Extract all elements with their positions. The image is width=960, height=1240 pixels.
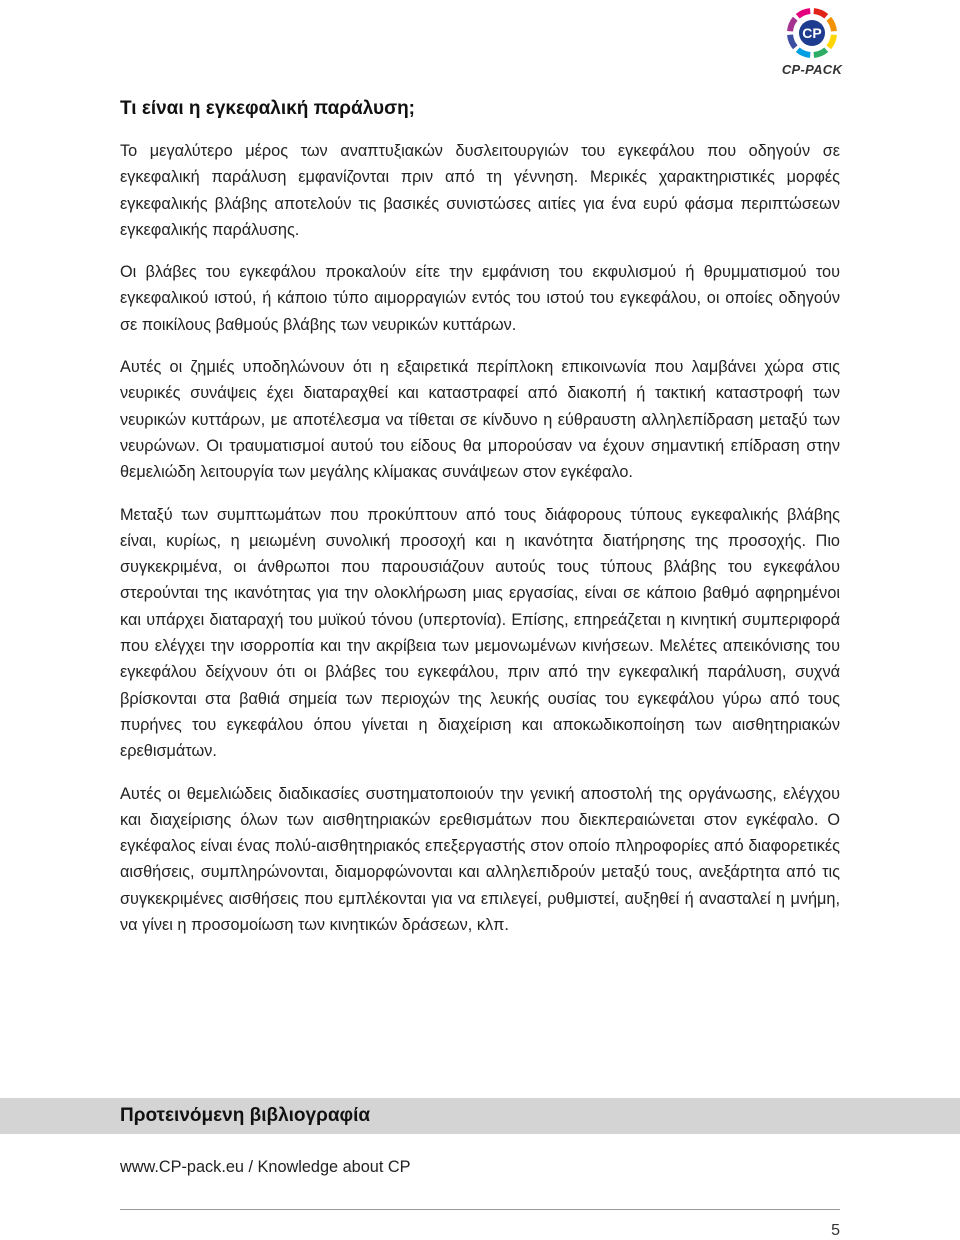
logo-ring-segment: [814, 11, 827, 16]
logo-ring-segment: [829, 19, 834, 32]
main-content: [120, 96, 840, 954]
footer-divider: [120, 1209, 840, 1210]
body-paragraph: Οι βλάβες του εγκεφάλου προκαλούν είτε την εμφάνιση του εκφυλισμού ή θρυμματισμού του εγκεφαλικού ιστού, ή κάποιο τύπο αιμορραγιών εντός του ιστού του εγκεφάλου, οι οποίες οδηγούν σε ποικίλους βαθμούς βλάβης των νευρικών κυττάρων.: [120, 263, 840, 334]
page-number: 5: [831, 1222, 840, 1239]
logo-ring-segment: [798, 50, 811, 55]
cp-pack-logo-icon: [785, 6, 839, 60]
body-paragraph: Αυτές οι ζημιές υποδηλώνουν ότι η εξαιρετικά περίπλοκη επικοινωνία που λαμβάνει χώρα στις νευρικές συνάψεις έχει διαταραχθεί και καταστραφεί από διακοπή ή τακτική καταστροφή των νευρικών κυττάρων, με αποτέλεσμα να τίθεται σε κίνδυνο η εύθραυστη αλληλεπίδραση μεταξύ των νευρώνων. Οι τραυματισμοί αυτού του είδους θα μπορούσαν να έχουν σημαντική επίδραση στην θεμελιώδη λειτουργία των μεγάλης κλίμακας συνάψεων στον εγκέφαλο.: [120, 358, 840, 482]
bibliography-heading: Προτεινόμενη βιβλιογραφία: [120, 1105, 371, 1126]
logo-ring-segment: [814, 50, 827, 55]
logo-ring-segment: [790, 35, 795, 48]
logo-ring-segment: [798, 11, 811, 16]
logo-inner-text: CP: [802, 25, 822, 41]
body-paragraph: Μεταξύ των συμπτωμάτων που προκύπτουν από τους διάφορους τύπους εγκεφαλικής βλάβης είναι, κυρίως, η μειωμένη συνολική προσοχή και η ικανότητα διατήρησης της προσοχής. Πιο συγκεκριμένα, οι άνθρωποι που παρουσιάζουν αυτούς τους τύπους βλάβης του εγκεφάλου στερούνται της ικανότητας για την ολοκλήρωση μιας εργασίας, είναι σε κάποιο βαθμό αφηρημένοι και υπάρχει διαταραχή του μυϊκού τόνου (υπερτονία). Επίσης, επηρεάζεται η κινητική συμπεριφορά που ελέγχει την ισορροπία και την ακρίβεια των μεμονωμένων κινήσεων. Μελέτες απεικόνισης του εγκεφάλου δείχνουν ότι οι βλάβες του εγκεφάλου, πριν από την εγκεφαλική παράλυση, συχνά βρίσκονται στα βαθιά σημεία των περιοχών της λευκής ουσίας του εγκεφάλου γύρω από τους πυρήνες του εγκεφάλου όπου γίνεται η διαχείριση και αποκωδικοποίηση των αισθητηριακών ερεθισμάτων.: [120, 505, 840, 761]
logo-ring-segment: [790, 19, 795, 32]
logo-text: CP-PACK: [781, 62, 843, 77]
logo-ring-segment: [829, 35, 834, 48]
body-paragraph: Αυτές οι θεμελιώδεις διαδικασίες συστηματοποιούν την γενική αποστολή της οργάνωσης, ελέγχου και διαχείρισης όλων των αισθητηριακών ερεθισμάτων που διεκπεραιώνεται στον εγκέφαλο. Ο εγκέφαλος είναι ένας πολύ-αισθητηριακός επεξεργαστής στον οποίο πληροφορίες από διαφορετικές αισθήσεις, συμπληρώνονται, διαμορφώνονται και αλληλεπιδρούν μεταξύ τους, ανεξάρτητα από τις συγκεκριμένες αισθήσεις που εμπλέκονται για να επιλεγεί, ρυθμιστεί, αυξηθεί ή ανασταλεί η μνήμη, να γίνει η προσομοίωση των κινητικών δράσεων, κλπ.: [120, 784, 840, 935]
bibliography-link[interactable]: www.CP-pack.eu / Knowledge about CP: [120, 1158, 411, 1176]
cp-pack-logo: [772, 6, 852, 82]
page-heading: Τι είναι η εγκεφαλική παράλυση;: [120, 98, 416, 119]
body-paragraph: Το μεγαλύτερο μέρος των αναπτυξιακών δυσλειτουργιών του εγκεφάλου που οδηγούν σε εγκεφαλική παράλυση εμφανίζονται πριν από τη γέννηση. Μερικές χαρακτηριστικές μορφές εγκεφαλικής βλάβης αποτελούν τις βασικές συνιστώσες αιτίες για ένα ευρύ φάσμα περιπτώσεων εγκεφαλικής παράλυσης.: [120, 142, 840, 239]
